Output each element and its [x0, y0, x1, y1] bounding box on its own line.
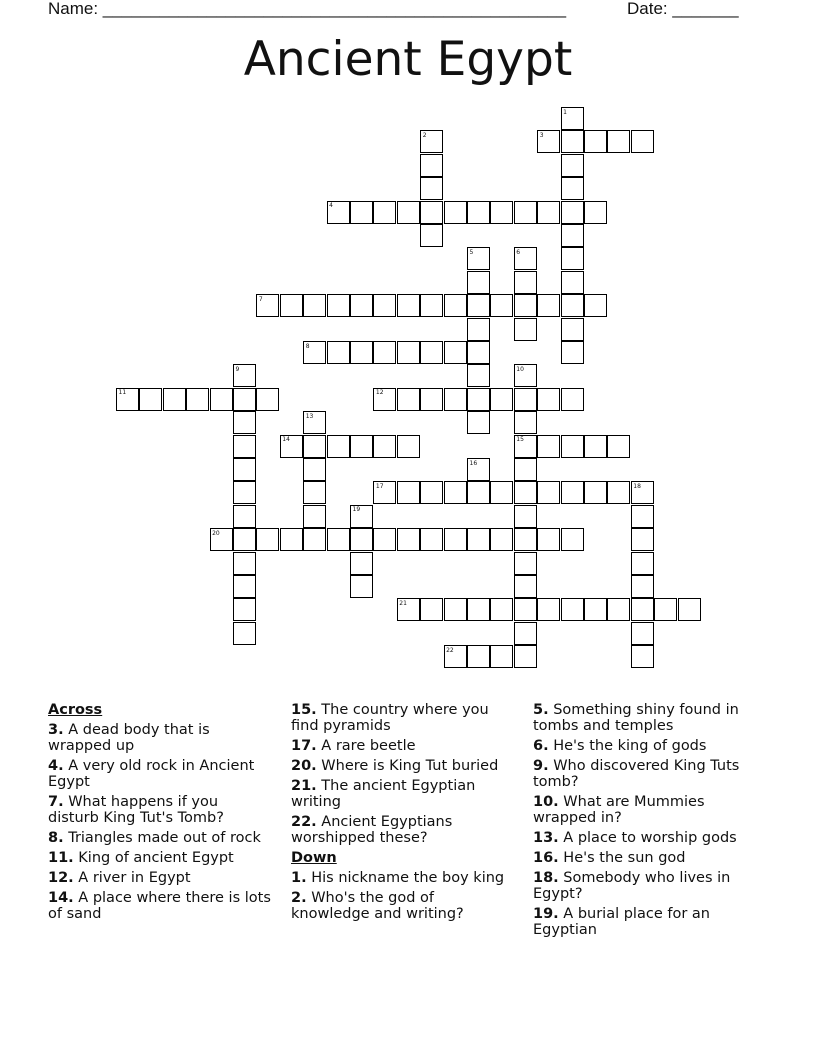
clue-number: 9. — [533, 758, 549, 774]
grid-cell[interactable] — [514, 458, 537, 481]
clue-number: 20. — [291, 758, 317, 774]
clue-number: 3. — [48, 722, 64, 738]
grid-cell[interactable] — [303, 294, 326, 317]
clue-number: 15. — [291, 702, 317, 718]
across-clue-12 — [48, 870, 273, 886]
clue-number-label: 3 — [539, 131, 544, 139]
across-clue-7 — [48, 794, 273, 826]
grid-cell[interactable] — [607, 435, 630, 458]
clue-number-label: 5 — [469, 248, 474, 256]
down-clue-18 — [533, 870, 763, 902]
grid-cell[interactable] — [233, 622, 256, 645]
grid-cell[interactable] — [514, 528, 537, 551]
grid-cell[interactable] — [537, 201, 560, 224]
clue-number-label: 15 — [516, 436, 524, 444]
grid-cell[interactable] — [350, 528, 373, 551]
grid-cell[interactable] — [303, 458, 326, 481]
grid-cell[interactable] — [233, 552, 256, 575]
grid-cell[interactable] — [607, 130, 630, 153]
grid-cell[interactable] — [631, 552, 654, 575]
grid-cell[interactable] — [420, 388, 443, 411]
grid-cell[interactable] — [397, 435, 420, 458]
name-field-label: Name: _________________________________________________ — [48, 0, 567, 18]
grid-cell[interactable] — [467, 388, 490, 411]
grid-cell[interactable] — [514, 318, 537, 341]
grid-cell[interactable] — [514, 294, 537, 317]
clue-text: His nickname the boy king — [311, 870, 505, 886]
clue-text: The country where you find pyramids — [291, 702, 489, 734]
across-clue-15 — [291, 702, 516, 734]
clue-number-label: 9 — [235, 365, 240, 373]
clue-number: 2. — [291, 890, 307, 906]
grid-cell[interactable] — [303, 435, 326, 458]
clue-text: Where is King Tut buried — [321, 758, 499, 774]
grid-cell[interactable] — [514, 411, 537, 434]
clue-number-label: 11 — [118, 389, 127, 397]
grid-cell[interactable] — [303, 481, 326, 504]
clue-number-label: 8 — [305, 342, 310, 350]
grid-cell[interactable] — [233, 458, 256, 481]
grid-cell[interactable] — [631, 130, 654, 153]
grid-cell[interactable] — [444, 294, 467, 317]
grid-cell[interactable] — [373, 435, 396, 458]
grid-cell[interactable] — [373, 201, 396, 224]
grid-cell[interactable] — [163, 388, 186, 411]
clue-text: Who discovered King Tuts tomb? — [533, 758, 740, 790]
grid-cell[interactable] — [490, 528, 513, 551]
grid-cell[interactable] — [327, 528, 350, 551]
grid-cell[interactable] — [420, 294, 443, 317]
grid-cell[interactable] — [373, 294, 396, 317]
clue-text: Ancient Egyptians worshipped these? — [291, 814, 453, 846]
grid-cell[interactable] — [467, 318, 490, 341]
grid-cell[interactable] — [654, 598, 677, 621]
clue-number: 1. — [291, 870, 307, 886]
down-clue-13 — [533, 830, 763, 846]
grid-cell[interactable] — [444, 388, 467, 411]
grid-cell[interactable] — [420, 598, 443, 621]
clue-number-label: 12 — [375, 389, 384, 397]
grid-cell[interactable] — [514, 388, 537, 411]
grid-cell[interactable] — [490, 201, 513, 224]
across-clue-17 — [291, 738, 516, 754]
grid-cell[interactable] — [350, 294, 373, 317]
grid-cell[interactable] — [490, 481, 513, 504]
grid-cell[interactable] — [420, 528, 443, 551]
across-clue-4 — [48, 758, 273, 790]
clue-column-1 — [48, 702, 273, 926]
down-clue-16 — [533, 850, 763, 866]
grid-cell[interactable] — [397, 481, 420, 504]
grid-cell[interactable] — [537, 481, 560, 504]
clue-text: A rare beetle — [321, 738, 416, 754]
grid-cell[interactable] — [444, 341, 467, 364]
clue-number: 11. — [48, 850, 74, 866]
down-clue-19 — [533, 906, 763, 938]
grid-cell[interactable] — [514, 575, 537, 598]
grid-cell[interactable] — [303, 528, 326, 551]
grid-cell[interactable] — [420, 201, 443, 224]
grid-cell[interactable] — [327, 294, 350, 317]
grid-cell[interactable] — [420, 341, 443, 364]
clue-text: King of ancient Egypt — [78, 850, 234, 866]
grid-cell[interactable] — [233, 575, 256, 598]
grid-cell[interactable] — [584, 598, 607, 621]
grid-cell[interactable] — [444, 481, 467, 504]
clue-text: What are Mummies wrapped in? — [533, 794, 705, 826]
across-clue-3 — [48, 722, 273, 754]
grid-cell[interactable] — [327, 435, 350, 458]
grid-cell[interactable] — [514, 622, 537, 645]
grid-cell[interactable] — [561, 224, 584, 247]
grid-cell[interactable] — [233, 598, 256, 621]
grid-cell[interactable] — [607, 598, 630, 621]
clue-number-label: 14 — [282, 436, 290, 444]
across-clue-11 — [48, 850, 273, 866]
grid-cell[interactable] — [561, 201, 584, 224]
grid-cell[interactable] — [561, 528, 584, 551]
clue-text: A dead body that is wrapped up — [48, 722, 210, 754]
across-clue-20 — [291, 758, 516, 774]
grid-cell[interactable] — [631, 598, 654, 621]
clue-text: The ancient Egyptian writing — [291, 778, 476, 810]
grid-cell[interactable] — [561, 177, 584, 200]
grid-cell[interactable] — [420, 481, 443, 504]
clue-number-label: 16 — [469, 459, 478, 467]
grid-cell[interactable] — [561, 154, 584, 177]
clue-number-label: 19 — [352, 506, 361, 514]
clue-number-label: 22 — [446, 646, 454, 654]
grid-cell[interactable] — [561, 271, 584, 294]
clue-number-label: 21 — [399, 599, 407, 607]
grid-cell[interactable] — [561, 341, 584, 364]
clue-number: 4. — [48, 758, 64, 774]
clue-column-3 — [533, 702, 763, 942]
clue-number-label: 17 — [375, 482, 384, 490]
grid-cell[interactable] — [631, 575, 654, 598]
down-clue-2 — [291, 890, 516, 922]
clue-number: 6. — [533, 738, 549, 754]
grid-cell[interactable] — [514, 505, 537, 528]
grid-cell[interactable] — [561, 598, 584, 621]
clue-number: 8. — [48, 830, 64, 846]
grid-cell[interactable] — [631, 528, 654, 551]
grid-cell[interactable] — [631, 505, 654, 528]
grid-cell[interactable] — [631, 622, 654, 645]
clue-number: 17. — [291, 738, 317, 754]
grid-cell[interactable] — [561, 318, 584, 341]
grid-cell[interactable] — [537, 388, 560, 411]
grid-cell[interactable] — [514, 481, 537, 504]
grid-cell[interactable] — [397, 528, 420, 551]
grid-cell[interactable] — [327, 341, 350, 364]
clue-number-label: 1 — [563, 108, 567, 116]
grid-cell[interactable] — [397, 388, 420, 411]
clue-text: He's the king of gods — [553, 738, 707, 754]
grid-cell[interactable] — [233, 528, 256, 551]
grid-cell[interactable] — [584, 201, 607, 224]
grid-cell[interactable] — [490, 645, 513, 668]
clue-number-label: 20 — [212, 529, 220, 537]
grid-cell[interactable] — [678, 598, 701, 621]
clue-text: A place to worship gods — [563, 830, 737, 846]
grid-cell[interactable] — [233, 388, 256, 411]
clue-number: 10. — [533, 794, 559, 810]
grid-cell[interactable] — [373, 528, 396, 551]
clue-text: Who's the god of knowledge and writing? — [291, 890, 464, 922]
grid-cell[interactable] — [514, 201, 537, 224]
clue-number: 22. — [291, 814, 317, 830]
clue-number: 7. — [48, 794, 64, 810]
clue-number-label: 7 — [258, 295, 263, 303]
grid-cell[interactable] — [490, 598, 513, 621]
clue-number: 18. — [533, 870, 559, 886]
grid-cell[interactable] — [561, 294, 584, 317]
grid-cell[interactable] — [561, 481, 584, 504]
grid-cell[interactable] — [210, 388, 233, 411]
grid-cell[interactable] — [584, 481, 607, 504]
across-clue-14 — [48, 890, 273, 922]
down-clue-5 — [533, 702, 763, 734]
grid-cell[interactable] — [350, 552, 373, 575]
clue-text: A burial place for an Egyptian — [533, 906, 710, 938]
date-field-label: Date: _______ — [627, 0, 739, 18]
clue-number-label: 6 — [516, 248, 521, 256]
clue-text: A very old rock in Ancient Egypt — [48, 758, 255, 790]
page-title: Ancient Egypt — [243, 32, 573, 87]
down-clue-1 — [291, 870, 516, 886]
clue-text: A place where there is lots of sand — [48, 890, 271, 922]
across-clue-8 — [48, 830, 273, 846]
across-clue-21 — [291, 778, 516, 810]
clue-text: Somebody who lives in Egypt? — [533, 870, 731, 902]
grid-cell[interactable] — [467, 294, 490, 317]
clue-text: He's the sun god — [563, 850, 686, 866]
clue-number: 21. — [291, 778, 317, 794]
grid-cell[interactable] — [186, 388, 209, 411]
grid-cell[interactable] — [490, 294, 513, 317]
clue-number-label: 10 — [516, 365, 524, 373]
clue-number-label: 2 — [422, 131, 427, 139]
down-heading: Down — [291, 850, 337, 866]
grid-cell[interactable] — [561, 130, 584, 153]
grid-cell[interactable] — [350, 201, 373, 224]
grid-cell[interactable] — [397, 201, 420, 224]
grid-cell[interactable] — [139, 388, 162, 411]
grid-cell[interactable] — [467, 341, 490, 364]
grid-cell[interactable] — [467, 528, 490, 551]
grid-cell[interactable] — [233, 411, 256, 434]
grid-cell[interactable] — [444, 201, 467, 224]
grid-cell[interactable] — [584, 130, 607, 153]
grid-cell[interactable] — [280, 528, 303, 551]
grid-cell[interactable] — [280, 294, 303, 317]
clue-text: Something shiny found in tombs and temples — [533, 702, 739, 734]
across-clue-22 — [291, 814, 516, 846]
clue-number: 19. — [533, 906, 559, 922]
grid-cell[interactable] — [397, 294, 420, 317]
grid-cell[interactable] — [467, 598, 490, 621]
grid-cell[interactable] — [514, 552, 537, 575]
grid-cell[interactable] — [537, 598, 560, 621]
grid-cell[interactable] — [467, 271, 490, 294]
grid-cell[interactable] — [350, 435, 373, 458]
grid-cell[interactable] — [584, 435, 607, 458]
grid-cell[interactable] — [350, 575, 373, 598]
down-clue-9 — [533, 758, 763, 790]
clue-number-label: 4 — [329, 202, 333, 210]
clue-text: Triangles made out of rock — [68, 830, 261, 846]
grid-cell[interactable] — [256, 388, 279, 411]
clue-number: 16. — [533, 850, 559, 866]
across-heading: Across — [48, 702, 103, 718]
grid-cell[interactable] — [420, 177, 443, 200]
grid-cell[interactable] — [233, 481, 256, 504]
grid-cell[interactable] — [631, 645, 654, 668]
clue-text: A river in Egypt — [78, 870, 191, 886]
grid-cell[interactable] — [607, 481, 630, 504]
clue-text: What happens if you disturb King Tut's Tomb? — [48, 794, 224, 826]
grid-cell[interactable] — [444, 528, 467, 551]
grid-cell[interactable] — [373, 341, 396, 364]
grid-cell[interactable] — [467, 645, 490, 668]
clue-number: 5. — [533, 702, 549, 718]
grid-cell[interactable] — [584, 294, 607, 317]
clue-number-label: 18 — [633, 482, 641, 490]
grid-cell[interactable] — [233, 505, 256, 528]
grid-cell[interactable] — [537, 528, 560, 551]
grid-cell[interactable] — [514, 598, 537, 621]
grid-cell[interactable] — [420, 154, 443, 177]
grid-cell[interactable] — [256, 528, 279, 551]
grid-cell[interactable] — [350, 341, 373, 364]
grid-cell[interactable] — [514, 645, 537, 668]
grid-cell[interactable] — [467, 411, 490, 434]
down-clue-10 — [533, 794, 763, 826]
clue-number-label: 13 — [305, 412, 314, 420]
grid-cell[interactable] — [444, 598, 467, 621]
grid-cell[interactable] — [537, 294, 560, 317]
grid-cell[interactable] — [537, 435, 560, 458]
grid-cell[interactable] — [233, 435, 256, 458]
grid-cell[interactable] — [561, 435, 584, 458]
clue-column-2 — [291, 702, 516, 926]
grid-cell[interactable] — [467, 481, 490, 504]
clue-number: 14. — [48, 890, 74, 906]
grid-cell[interactable] — [561, 247, 584, 270]
grid-cell[interactable] — [420, 224, 443, 247]
grid-cell[interactable] — [467, 201, 490, 224]
grid-cell[interactable] — [561, 388, 584, 411]
grid-cell[interactable] — [397, 341, 420, 364]
grid-cell[interactable] — [467, 364, 490, 387]
grid-cell[interactable] — [514, 271, 537, 294]
down-clue-6 — [533, 738, 763, 754]
clue-number: 13. — [533, 830, 559, 846]
grid-cell[interactable] — [490, 388, 513, 411]
grid-cell[interactable] — [303, 505, 326, 528]
clue-number: 12. — [48, 870, 74, 886]
